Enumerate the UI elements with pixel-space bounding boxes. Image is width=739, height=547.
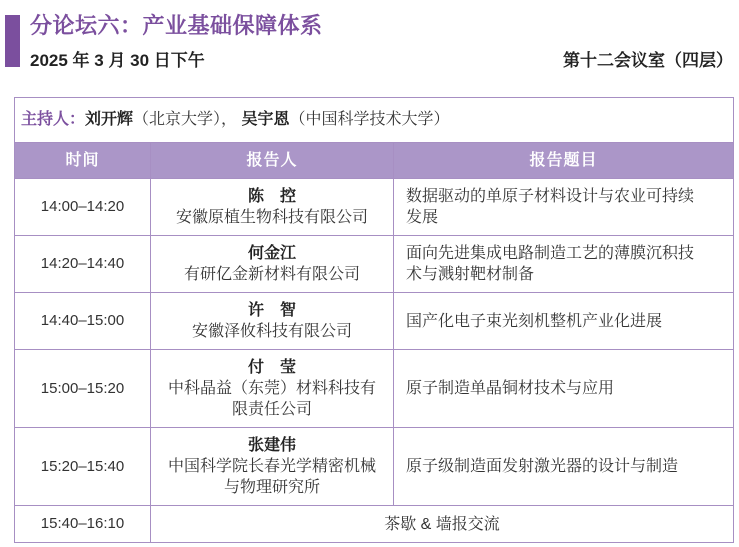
speaker-cell [151, 428, 394, 506]
speaker-organization: 安徽泽攸科技有限公司 [191, 323, 352, 340]
host-affiliation: （中国科学技术大学） [289, 111, 450, 128]
speaker-cell [151, 236, 394, 293]
session-row [15, 293, 734, 350]
speaker-cell [151, 293, 394, 350]
host-name: 刘开辉 [85, 111, 134, 128]
column-header-speaker: 报告人 [151, 143, 394, 179]
time-cell: 14:20–14:40 [15, 236, 151, 293]
speaker-organization: 中科晶益（东莞）材料科技有限责任公司 [167, 380, 376, 418]
time-cell: 15:40–16:10 [15, 506, 151, 543]
session-date: 2025 年 3 月 30 日下午 [30, 51, 205, 70]
topic-cell: 面向先进集成电路制造工艺的薄膜沉积技术与溅射靶材制备 [394, 236, 734, 293]
column-header-topic: 报告题目 [394, 143, 734, 179]
speaker-name: 张建伟 [247, 437, 296, 454]
session-row [15, 350, 734, 428]
moderator-row [15, 98, 734, 143]
table-header-row [15, 143, 734, 179]
speaker-organization: 有研亿金新材料有限公司 [183, 266, 360, 283]
session-row [15, 236, 734, 293]
break-row [15, 506, 734, 543]
time-cell: 14:40–15:00 [15, 293, 151, 350]
moderator-cell [15, 98, 734, 143]
column-header-time: 时间 [15, 143, 151, 179]
page-title: 分论坛六：产业基础保障体系 [30, 13, 323, 38]
session-row [15, 428, 734, 506]
host-affiliation: （北京大学）， [133, 111, 238, 128]
session-row [15, 179, 734, 236]
time-cell: 15:00–15:20 [15, 350, 151, 428]
host-name: 吴宇恩 [241, 111, 290, 128]
break-label-cell: 茶歇 & 墙报交流 [151, 506, 734, 543]
speaker-name: 何金江 [247, 245, 296, 262]
topic-cell: 原子制造单晶铜材技术与应用 [394, 350, 734, 428]
topic-cell: 国产化电子束光刻机整机产业化进展 [394, 293, 734, 350]
speaker-cell [151, 179, 394, 236]
speaker-name: 许 智 [247, 302, 296, 319]
time-cell: 14:00–14:20 [15, 179, 151, 236]
schedule-table [14, 97, 734, 543]
moderator-label: 主持人： [21, 111, 86, 128]
topic-cell: 原子级制造面发射激光器的设计与制造 [394, 428, 734, 506]
speaker-cell [151, 350, 394, 428]
session-room: 第十二会议室（四层） [563, 51, 733, 70]
speaker-name: 付 莹 [247, 359, 296, 376]
page-header [0, 0, 739, 72]
time-cell: 15:20–15:40 [15, 428, 151, 506]
speaker-organization: 中国科学院长春光学精密机械与物理研究所 [167, 458, 376, 496]
topic-cell: 数据驱动的单原子材料设计与农业可持续发展 [394, 179, 734, 236]
accent-bar [5, 15, 20, 67]
speaker-organization: 安徽原植生物科技有限公司 [175, 209, 368, 226]
speaker-name: 陈 控 [247, 188, 296, 205]
session-meta [30, 50, 733, 72]
